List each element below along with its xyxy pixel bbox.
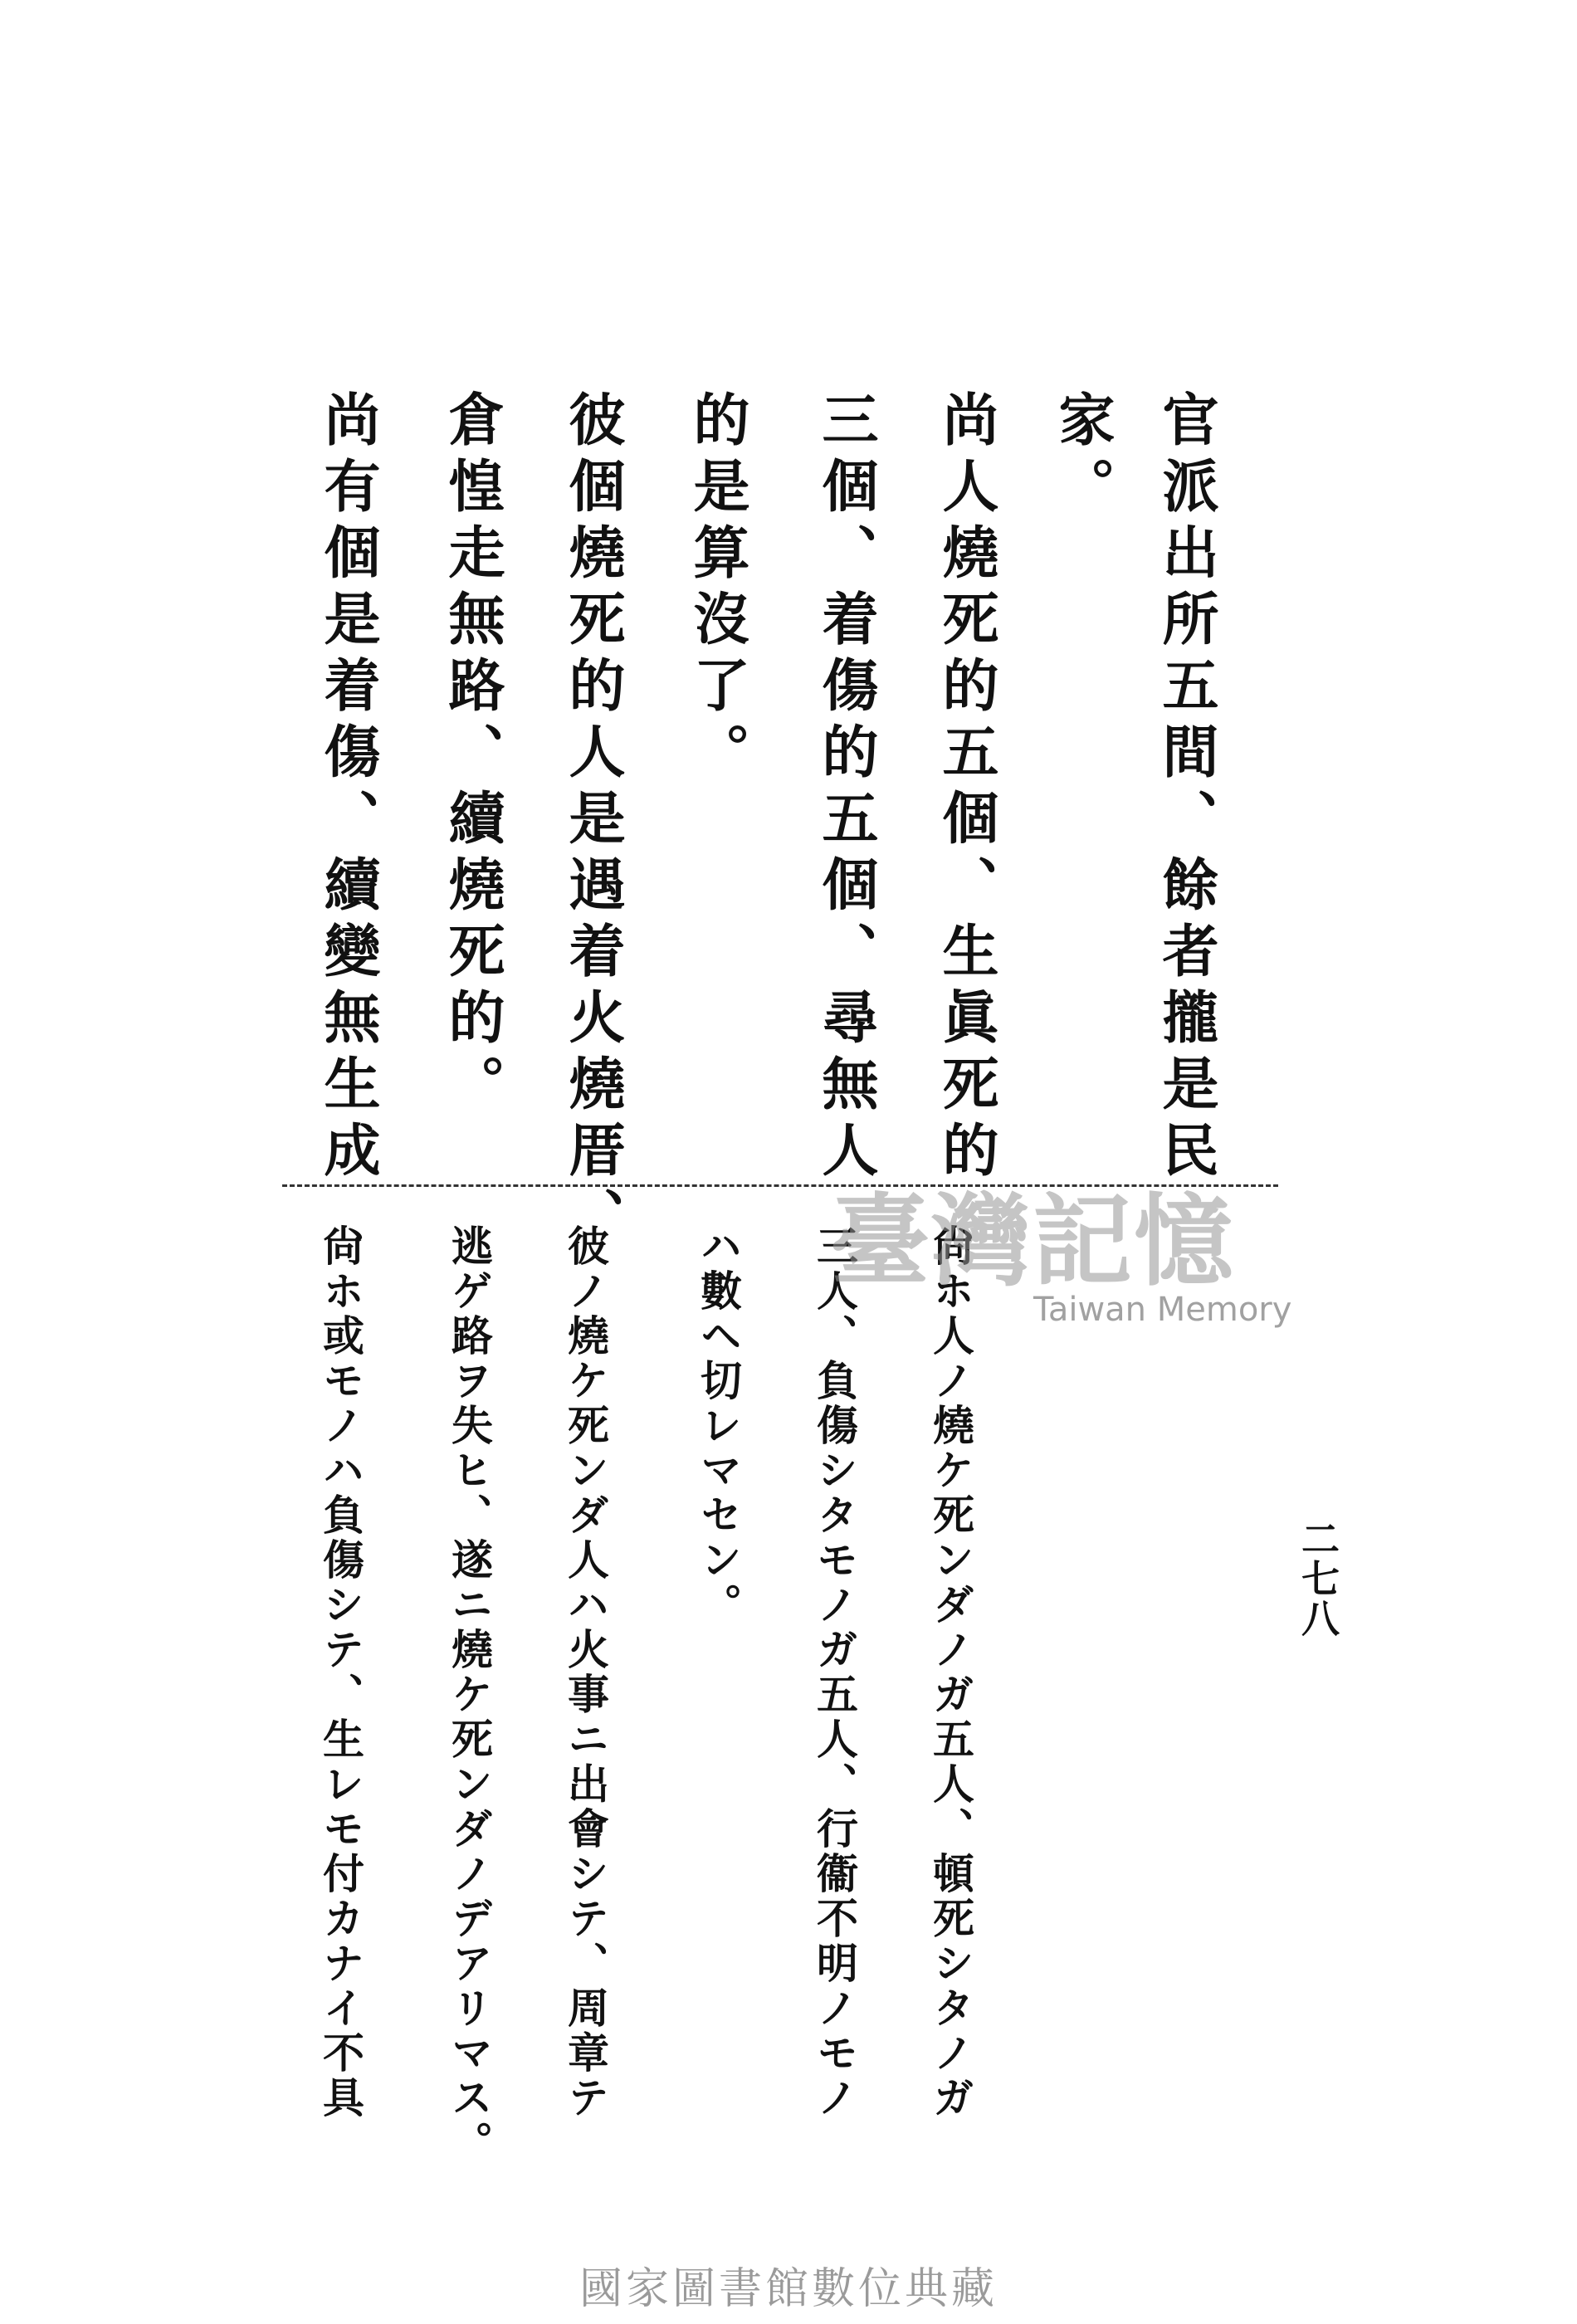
lower-text-column-6: 尙ホ或モノハ負傷シテ、生レモ付カナイ不具 xyxy=(316,1224,365,2121)
lower-text-column-3: ハ數ヘ切レマセン。 xyxy=(694,1224,743,1628)
lower-text-column-5: 逃ゲ路ヲ失ヒ、遂ニ燒ケ死ンダノデアリマス。 xyxy=(445,1224,494,2165)
watermark-logo-text: 臺灣記憶 xyxy=(830,1183,1235,1300)
page-number: 二七八 xyxy=(1296,1519,1340,1638)
upper-text-column-1: 官派出所五間、餘者攏是民 xyxy=(1153,390,1219,1187)
footer-attribution: 國家圖書館數位典藏 xyxy=(579,2264,998,2314)
upper-text-column-2: 家。 xyxy=(1049,390,1116,523)
upper-text-column-6: 彼個燒死的人是遇着火燒厝、 xyxy=(559,390,626,1253)
upper-text-column-4: 三個、着傷的五個、尋無人 xyxy=(813,390,879,1187)
watermark-subtitle: Taiwan Memory xyxy=(1033,1291,1292,1329)
lower-text-column-2: 三人、負傷シタモノガ五人、行衞不明ノモノ xyxy=(810,1224,859,2121)
lower-text-column-1: 尙ホ人ノ燒ケ死ンダノガ五人、頓死シタノガ xyxy=(926,1224,975,2121)
upper-text-column-8: 尚有個是着傷、續變無生成 xyxy=(315,390,381,1187)
upper-text-column-5: 的是算沒了。 xyxy=(684,390,750,788)
upper-text-column-3: 尚人燒死的五個、生眞死的 xyxy=(933,390,999,1187)
lower-text-column-4: 彼ノ燒ケ死ンダ人ハ火事ニ出會シテ、周章テ xyxy=(561,1224,610,2121)
upper-text-column-7: 倉惶走無路、續燒死的。 xyxy=(439,390,505,1120)
